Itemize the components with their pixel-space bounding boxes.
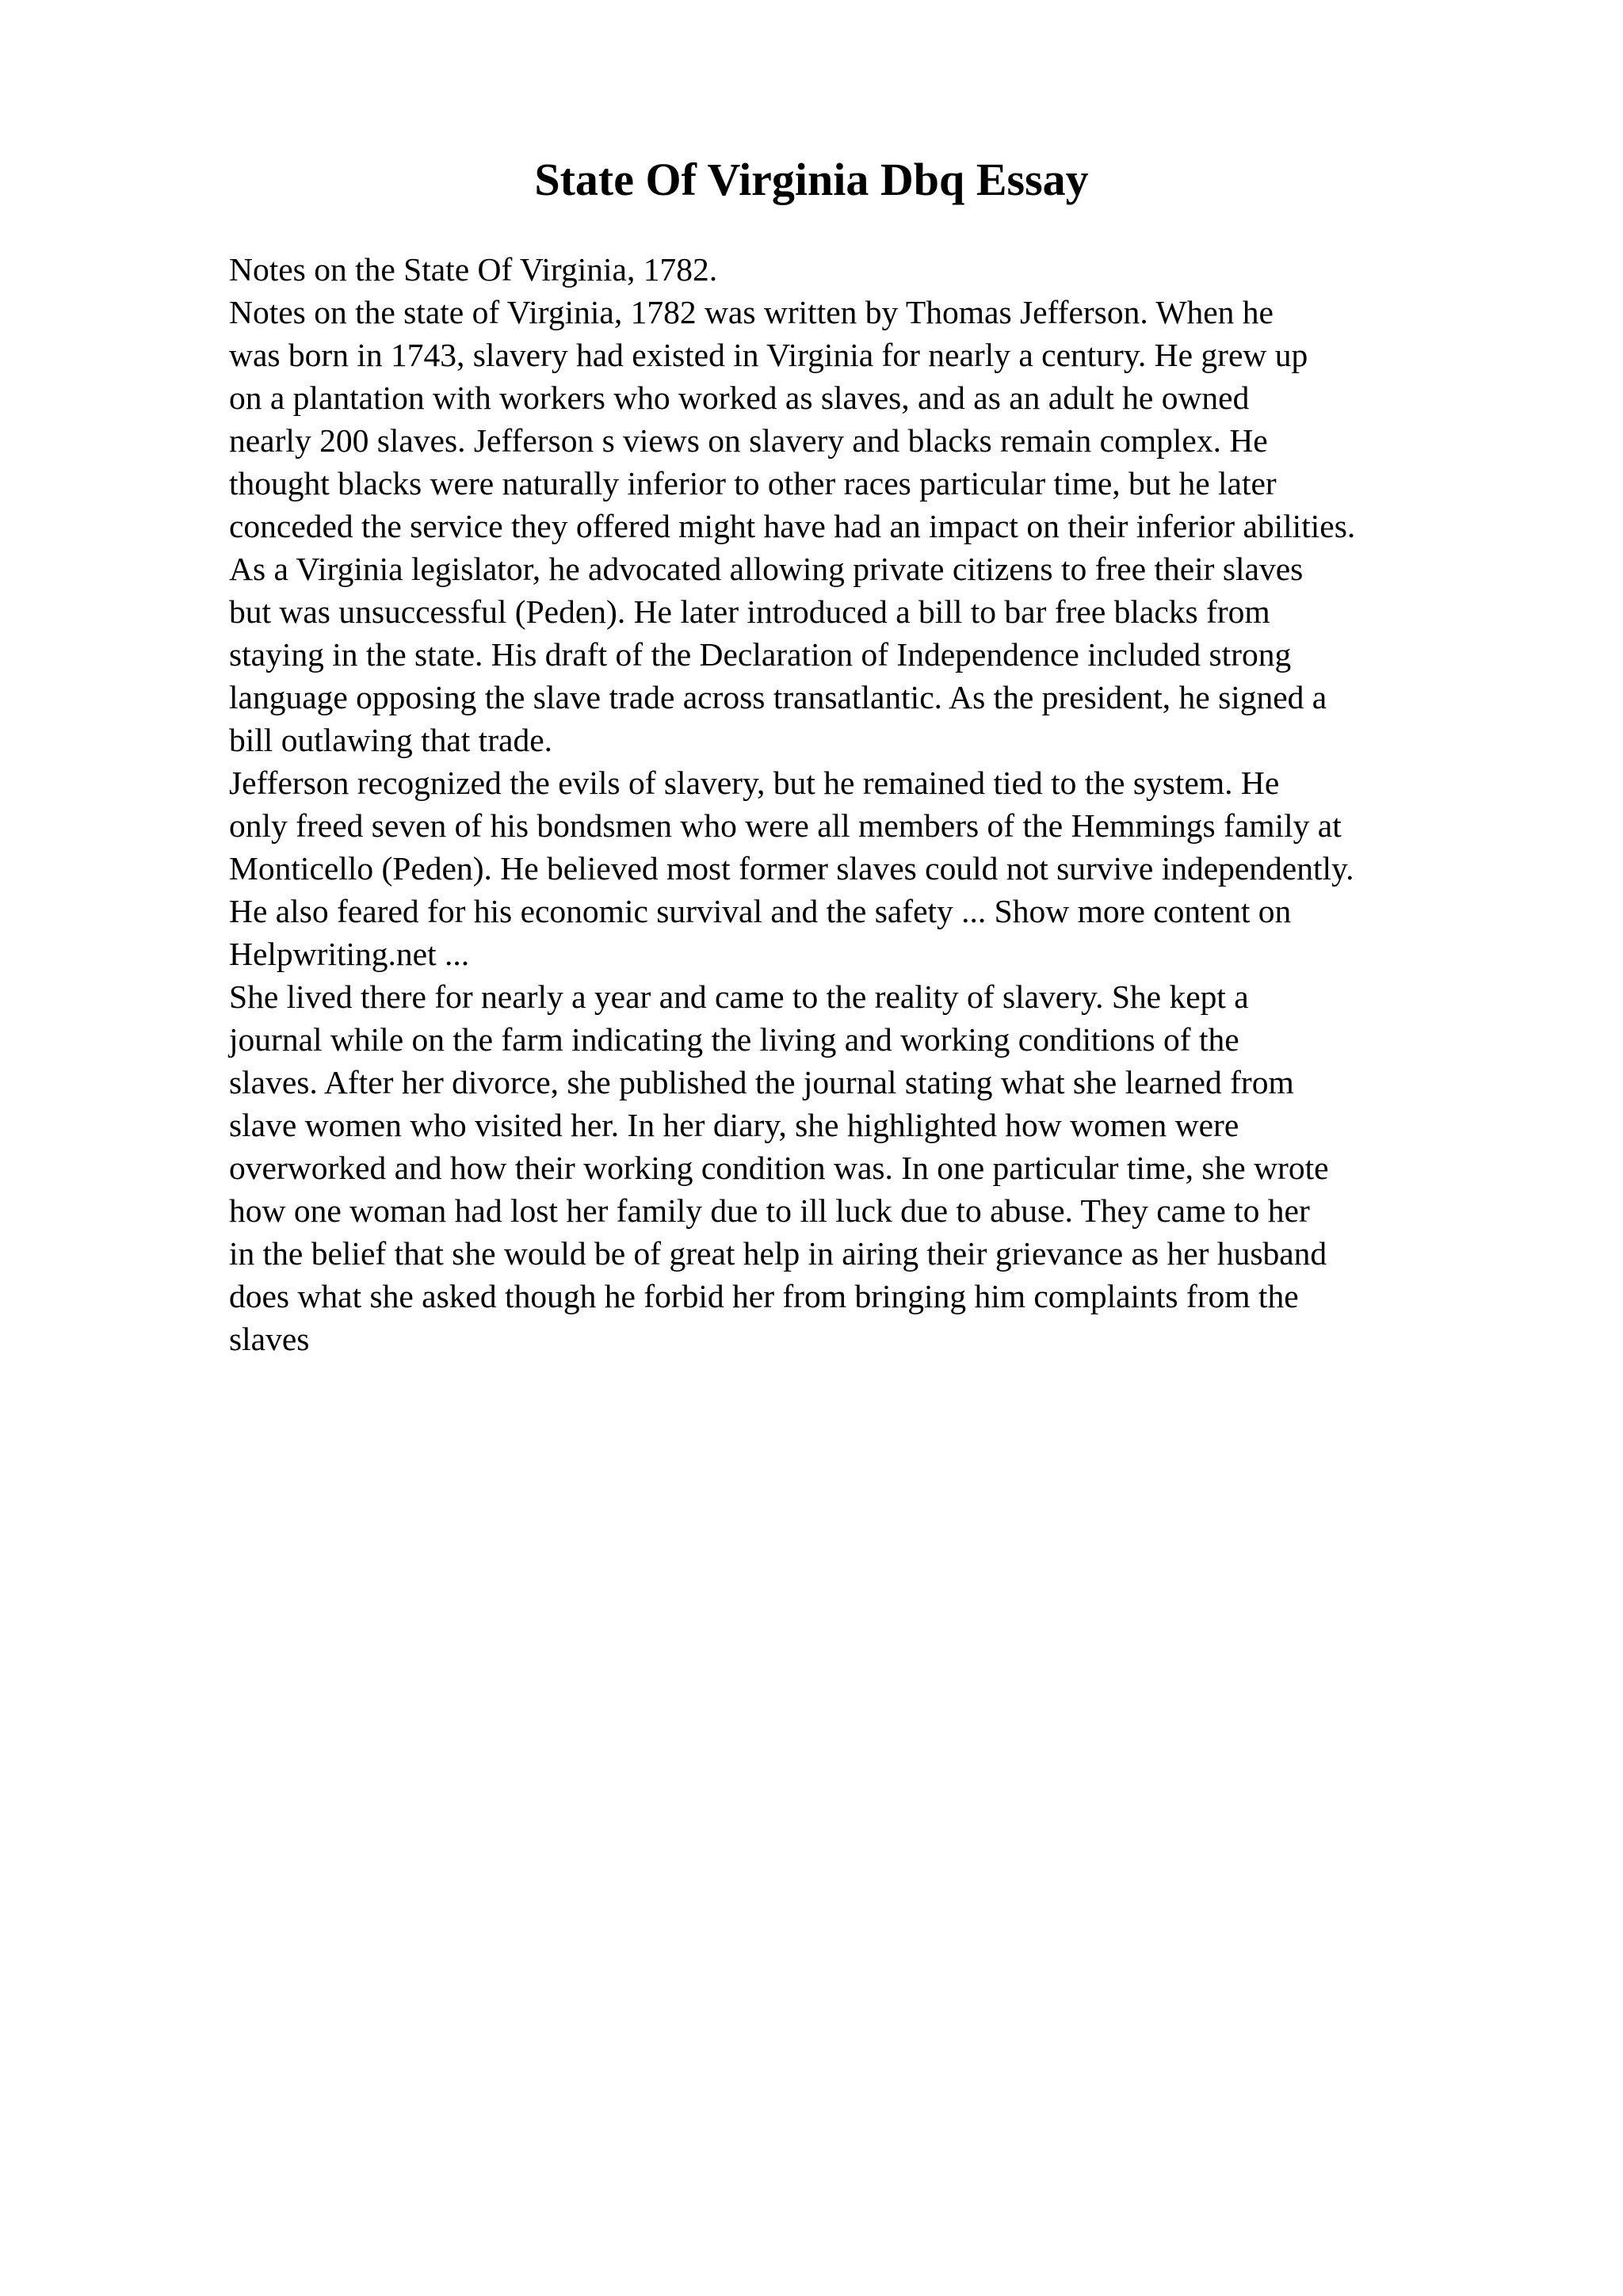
body-line: Notes on the State Of Virginia, 1782.	[229, 251, 718, 288]
body-line: only freed seven of his bondsmen who were all members of the Hemmings family at	[229, 807, 1342, 844]
body-line: in the belief that she would be of great help in airing their grievance as her husband	[229, 1235, 1327, 1272]
body-line: was born in 1743, slavery had existed in Virginia for nearly a century. He grew up	[229, 337, 1308, 373]
body-line: Monticello (Peden). He believed most former slaves could not survive independently.	[229, 850, 1354, 887]
body-line: staying in the state. His draft of the Declaration of Independence included strong	[229, 636, 1292, 673]
body-line: She lived there for nearly a year and came to the reality of slavery. She kept a	[229, 978, 1249, 1015]
body-line: journal while on the farm indicating the living and working conditions of the	[229, 1021, 1239, 1058]
body-line: thought blacks were naturally inferior to other races particular time, but he later	[229, 465, 1277, 502]
body-line: does what she asked though he forbid her from bringing him complaints from the	[229, 1278, 1299, 1314]
body-line: but was unsuccessful (Peden). He later introduced a bill to bar free blacks from	[229, 593, 1270, 630]
body-line: overworked and how their working condition was. In one particular time, she wrote	[229, 1150, 1329, 1186]
body-line: slave women who visited her. In her diary, she highlighted how women were	[229, 1107, 1239, 1143]
body-line: As a Virginia legislator, he advocated allowing private citizens to free their slaves	[229, 551, 1304, 587]
document-title: State Of Virginia Dbq Essay	[534, 154, 1089, 205]
body-line: Helpwriting.net ...	[229, 936, 470, 972]
body-line: slaves	[229, 1321, 310, 1357]
body-line: Notes on the state of Virginia, 1782 was written by Thomas Jefferson. When he	[229, 294, 1274, 330]
body-line: Jefferson recognized the evils of slavery, but he remained tied to the system. He	[229, 765, 1280, 801]
body-line: nearly 200 slaves. Jefferson s views on slavery and blacks remain complex. He	[229, 422, 1268, 459]
body-line: slaves. After her divorce, she published the journal stating what she learned from	[229, 1064, 1294, 1100]
body-line: He also feared for his economic survival and the safety ... Show more content on	[229, 893, 1292, 929]
body-line: language opposing the slave trade across transatlantic. As the president, he signed a	[229, 679, 1327, 715]
body-line: how one woman had lost her family due to ill luck due to abuse. They came to her	[229, 1192, 1310, 1229]
body-line: conceded the service they offered might have had an impact on their inferior abilities.	[229, 508, 1356, 544]
body-line: bill outlawing that trade.	[229, 722, 552, 758]
body-line: on a plantation with workers who worked as slaves, and as an adult he owned	[229, 379, 1250, 416]
document-body	[229, 248, 1529, 1360]
